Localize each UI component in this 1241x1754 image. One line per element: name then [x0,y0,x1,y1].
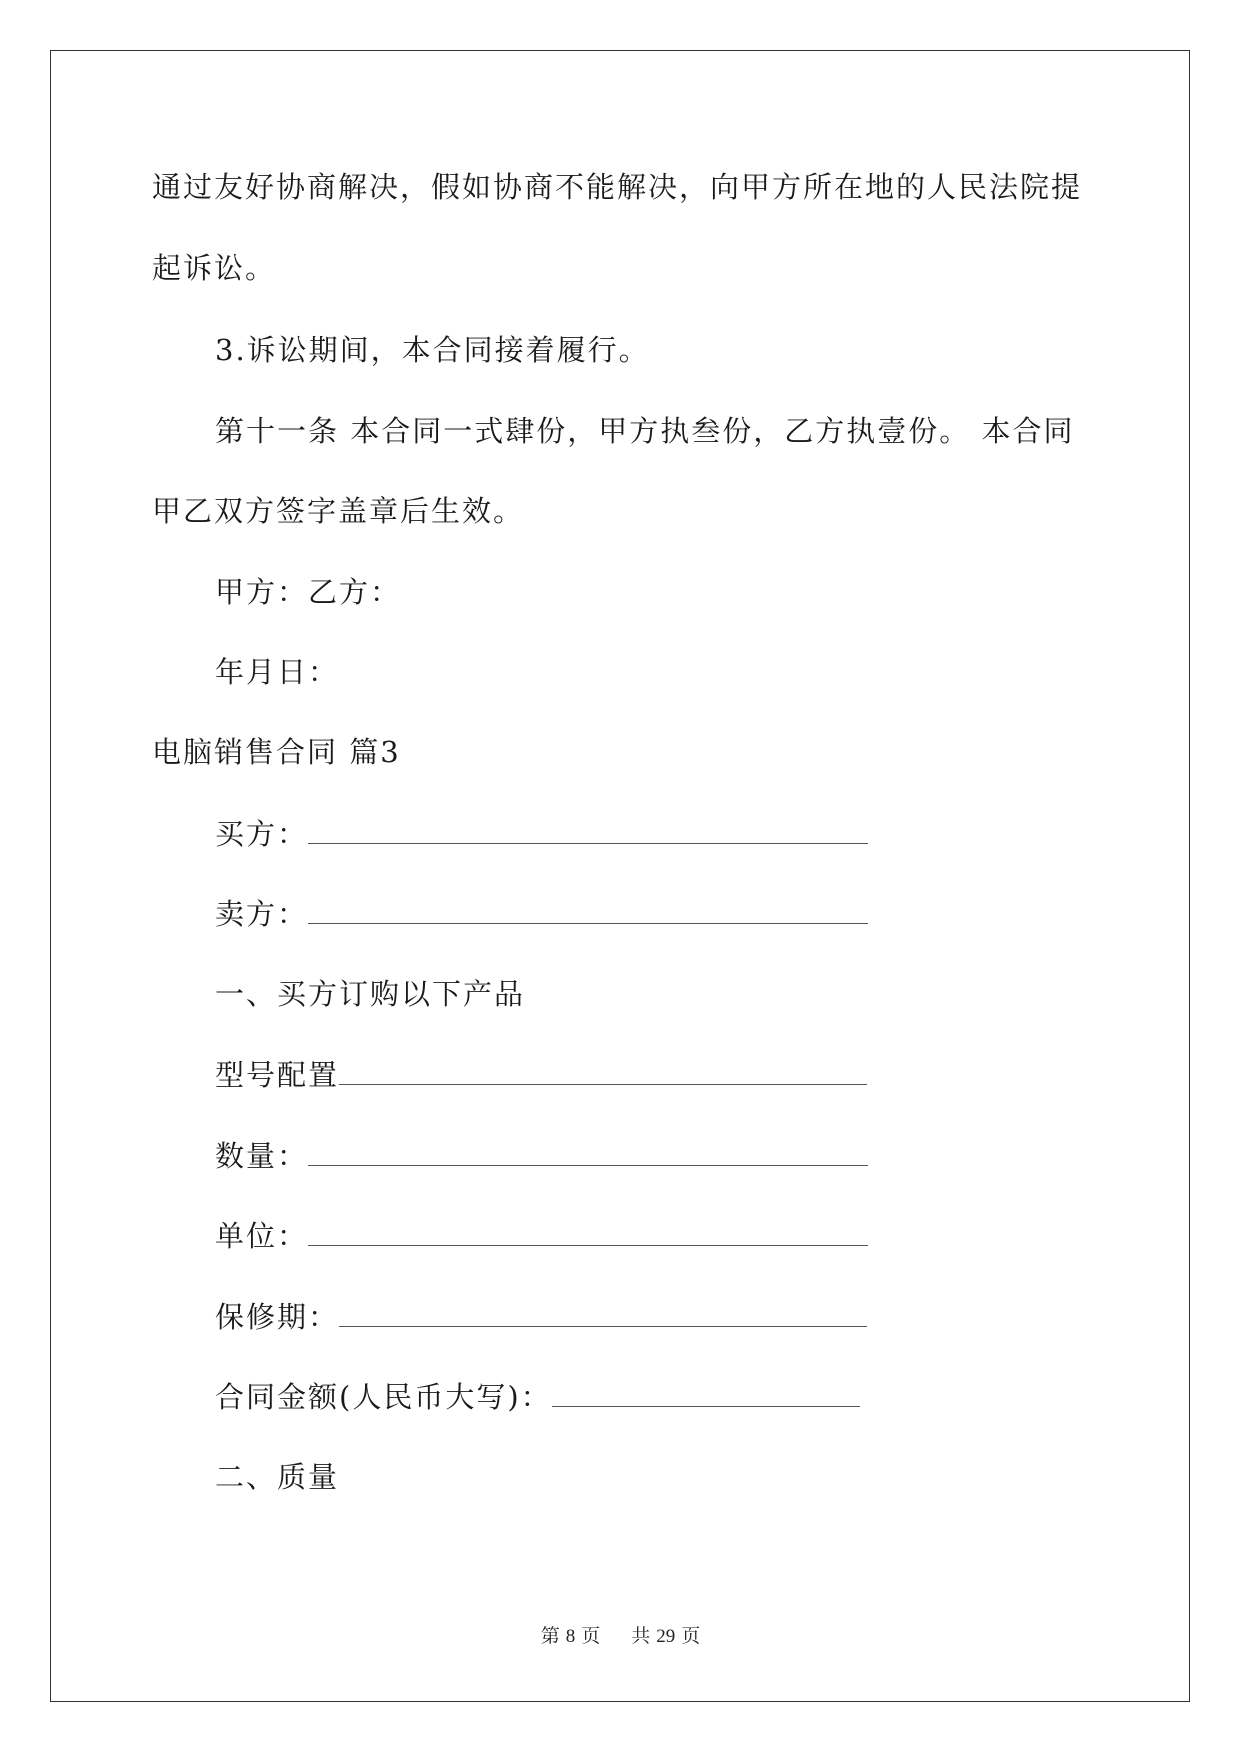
page-suffix: 页 [581,1626,601,1647]
clause-heading: 一、买方订购以下产品 [215,977,526,1011]
paragraph-line: 通过友好协商解决，假如协商不能解决，向甲方所在地的人民法院提 [152,170,1083,204]
page-frame [50,50,1190,1702]
signature-parties: 甲方：乙方： [215,575,402,609]
quantity-blank-line [308,1141,868,1166]
section-title: 电脑销售合同 篇3 [152,735,401,769]
buyer-label: 买方： [215,817,309,851]
model-field [215,1060,867,1090]
paragraph-line: 3.诉讼期间，本合同接着履行。 [215,333,650,367]
total-suffix: 页 [681,1626,701,1647]
paragraph-line: 起诉讼。 [152,251,277,285]
seller-label: 卖方： [215,897,309,931]
warranty-label: 保修期： [215,1300,340,1334]
total-pages-label [628,1626,703,1647]
amount-field [215,1382,860,1412]
quantity-label: 数量： [215,1139,309,1173]
page-number-label [538,1626,604,1647]
quantity-field [215,1141,868,1171]
signature-date: 年月日： [215,655,340,689]
total-prefix: 共 [631,1626,651,1647]
amount-label: 合同金额(人民币大写)： [215,1380,552,1414]
page-number: 8 [565,1626,576,1647]
model-blank-line [339,1060,867,1085]
model-label: 型号配置 [215,1058,340,1092]
page-prefix: 第 [540,1626,560,1647]
paragraph-line: 第十一条 本合同一式肆份，甲方执叁份，乙方执壹份。 本合同 [215,414,1075,448]
seller-blank-line [308,899,868,924]
page-footer [0,1621,1241,1648]
clause-heading: 二、质量 [215,1460,340,1494]
total-pages: 29 [656,1626,676,1647]
paragraph-line: 甲乙双方签字盖章后生效。 [152,494,525,528]
buyer-blank-line [308,819,868,844]
warranty-blank-line [339,1302,867,1327]
amount-blank-line [552,1382,860,1407]
unit-field [215,1221,868,1251]
unit-label: 单位： [215,1219,309,1253]
warranty-field [215,1302,867,1332]
unit-blank-line [308,1221,868,1246]
seller-field [215,899,868,929]
buyer-field [215,819,868,849]
